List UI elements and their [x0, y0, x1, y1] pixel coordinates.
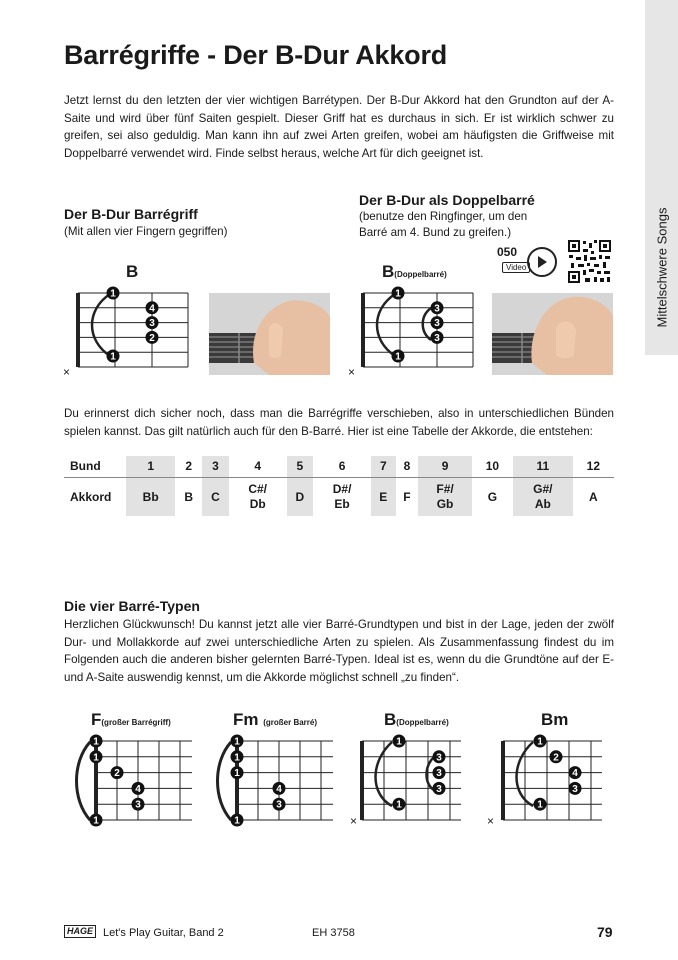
mute-mark-4: × [487, 814, 495, 828]
chord-diagram-f [70, 728, 200, 828]
chord-f-label [91, 710, 171, 730]
play-icon [536, 255, 548, 269]
svg-text:1: 1 [234, 768, 240, 780]
table-cell-fret: 8 [396, 456, 419, 478]
table-label-fret: Bund [64, 456, 126, 478]
chord-b2-label [384, 710, 449, 730]
table-cell-chord [371, 478, 396, 517]
svg-text:1: 1 [537, 799, 543, 811]
chord-line: Ab [534, 497, 551, 511]
svg-text:4: 4 [135, 783, 141, 795]
svg-text:3: 3 [434, 318, 440, 330]
hand-photo-b-doppelbarre [492, 293, 613, 375]
footer-edition-code: EH 3758 [312, 927, 355, 939]
paragraph-2: Du erinnerst dich sicher noch, dass man die Barrégriffe verschieben, also in unterschiedlichen Bünden spielen kannst. Das gilt natürlich auch für den B-Barré. Hier ist eine Tabelle der Akkorde, die entstehen: [64, 407, 614, 438]
svg-text:1: 1 [395, 288, 401, 300]
svg-text:2: 2 [149, 332, 155, 344]
table-cell-fret: 11 [513, 456, 573, 478]
mute-mark: × [63, 365, 71, 379]
table-cell-fret: 6 [313, 456, 371, 478]
publisher-logo: HAGE [64, 925, 96, 938]
svg-text:1: 1 [396, 736, 402, 748]
side-tab-label-wrap [645, 192, 678, 342]
chord-line: Eb [334, 497, 350, 511]
mute-mark-3: × [350, 814, 358, 828]
svg-text:3: 3 [436, 783, 442, 795]
section1-subheading: (Mit allen vier Fingern gegriffen) [64, 225, 228, 238]
svg-text:3: 3 [436, 768, 442, 780]
page-number: 79 [597, 924, 613, 940]
chord-line: Bb [142, 489, 159, 504]
table-cell-chord [573, 478, 614, 517]
chord-fm-suffix: (großer Barré) [263, 718, 318, 727]
table-row-fret [64, 456, 614, 478]
svg-text:2: 2 [553, 752, 559, 764]
chord-line: E [379, 489, 388, 504]
svg-text:1: 1 [93, 752, 99, 764]
chord-bm-label [541, 710, 568, 730]
section3-heading: Die vier Barré-Typen [64, 598, 200, 614]
svg-text:3: 3 [149, 318, 155, 330]
chord-line: C#/ [248, 482, 268, 496]
chord-table [64, 456, 614, 516]
chord-line: A [589, 489, 598, 504]
svg-text:3: 3 [276, 799, 282, 811]
chord-bm-name: Bm [541, 710, 569, 729]
section2-sub2: Barré am 4. Bund zu greifen.) [359, 226, 512, 239]
table-cell-fret: 9 [418, 456, 472, 478]
chord-f-name: F [91, 710, 102, 729]
svg-text:1: 1 [93, 736, 99, 748]
chord-diagram-b-bottom [344, 728, 474, 828]
table-cell-chord [202, 478, 229, 517]
table-cell-chord [418, 478, 472, 517]
table-cell-chord [175, 478, 202, 517]
section2-heading: Der B-Dur als Doppelbarré [359, 192, 535, 208]
section1-heading: Der B-Dur Barrégriff [64, 206, 198, 222]
chord-b-label: B [126, 262, 139, 281]
chord-fm-label [233, 710, 317, 730]
chord-fm-name: Fm [233, 710, 259, 729]
qr-code[interactable] [567, 239, 612, 284]
svg-text:1: 1 [537, 736, 543, 748]
chord-b2-name: B [384, 710, 397, 729]
table-cell-fret: 7 [371, 456, 396, 478]
footer-book-title: Let's Play Guitar, Band 2 [103, 927, 224, 939]
table-cell-chord [513, 478, 573, 517]
chord-diagram-b-doppelbarre [345, 280, 485, 380]
table-cell-fret: 5 [287, 456, 314, 478]
svg-text:3: 3 [572, 783, 578, 795]
mute-mark-2: × [348, 365, 356, 379]
side-tab-label: Mittelschwere Songs [654, 207, 670, 327]
svg-text:1: 1 [234, 815, 240, 827]
svg-text:1: 1 [93, 815, 99, 827]
table-label-chord: Akkord [70, 489, 112, 504]
svg-text:4: 4 [572, 768, 578, 780]
table-cell-fret: 12 [573, 456, 614, 478]
section3-text: Herzlichen Glückwunsch! Du kannst jetzt alle vier Barré-Grundtypen und bist in der Lage, jeden der zwölf Dur- und Mollakkorde auf zwei unterschiedliche Arten zu spielen. Als Zusammenfassung findest du im Folgenden auch die anderen bisher gelernten Barré-Typen. Ideal ist es, wenn du die Grundtöne auf der E- und A-Saite auswendig kennst, um die Akkorde möglichst schnell „zu finden“. [64, 618, 614, 684]
chord-diagram-bm [485, 728, 615, 828]
chord-line: D#/ [332, 482, 352, 496]
intro-paragraph: Jetzt lernst du den letzten der vier wichtigen Barrétypen. Der B-Dur Akkord hat den Grundton auf der A-Saite und wird über fünf Saiten gespielt. Dieser Griff hat es durchaus in sich. Er ist wirklich schwer zu greifen, sei also geduldig. Man kann ihn auf zwei Arten greifen, wobei am häufigsten die Griffweise mit Doppelbarré verwendet wird. Finde selbst heraus, welche Art für dich geeignet ist. [64, 94, 614, 160]
page-title: Barrégriffe - Der B-Dur Akkord [64, 40, 448, 70]
svg-text:1: 1 [110, 351, 116, 363]
hand-photo-b [209, 293, 330, 375]
chord-b-doppel-suffix: (Doppelbarré) [394, 270, 447, 279]
table-cell-chord [126, 478, 175, 517]
chord-diagram-fm [211, 728, 341, 828]
table-cell-fret: 2 [175, 456, 202, 478]
video-number: 050 [497, 245, 518, 259]
chord-diagram-b [60, 280, 200, 380]
chord-line: D [295, 489, 305, 504]
svg-text:3: 3 [135, 799, 141, 811]
table-cell-chord [396, 478, 419, 517]
chord-line: C [211, 489, 220, 504]
svg-text:4: 4 [276, 783, 282, 795]
chord-f-suffix: (großer Barrégriff) [101, 718, 171, 727]
svg-text:3: 3 [436, 752, 442, 764]
table-row-chord [64, 478, 614, 517]
chord-b-doppel-label [382, 262, 447, 282]
table-cell-fret: 3 [202, 456, 229, 478]
svg-text:2: 2 [114, 768, 120, 780]
section2-sub1: (benutze den Ringfinger, um den [359, 210, 528, 223]
table-cell-chord [229, 478, 287, 517]
video-play-button[interactable] [527, 247, 557, 277]
svg-text:1: 1 [234, 752, 240, 764]
chord-line: G#/ [533, 482, 553, 496]
svg-text:3: 3 [434, 303, 440, 315]
table-cell-chord [472, 478, 513, 517]
chord-b2-suffix: (Doppelbarré) [396, 718, 449, 727]
chord-line: B [184, 489, 194, 504]
svg-text:1: 1 [234, 736, 240, 748]
chord-line: G [487, 489, 498, 504]
svg-text:1: 1 [395, 351, 401, 363]
svg-text:1: 1 [396, 799, 402, 811]
table-cell-fret: 4 [229, 456, 287, 478]
table-cell-chord [313, 478, 371, 517]
table-cell-fret: 10 [472, 456, 513, 478]
chord-line: F#/ [436, 482, 454, 496]
svg-text:1: 1 [110, 288, 116, 300]
table-cell-chord [287, 478, 314, 517]
svg-text:3: 3 [434, 332, 440, 344]
table-cell-fret: 1 [126, 456, 175, 478]
svg-text:4: 4 [149, 303, 155, 315]
chord-line: Db [249, 497, 266, 511]
chord-b-doppel-name: B [382, 262, 395, 281]
chord-line: Gb [436, 497, 454, 511]
chord-line: F [403, 489, 411, 504]
video-label: Video [502, 262, 530, 273]
